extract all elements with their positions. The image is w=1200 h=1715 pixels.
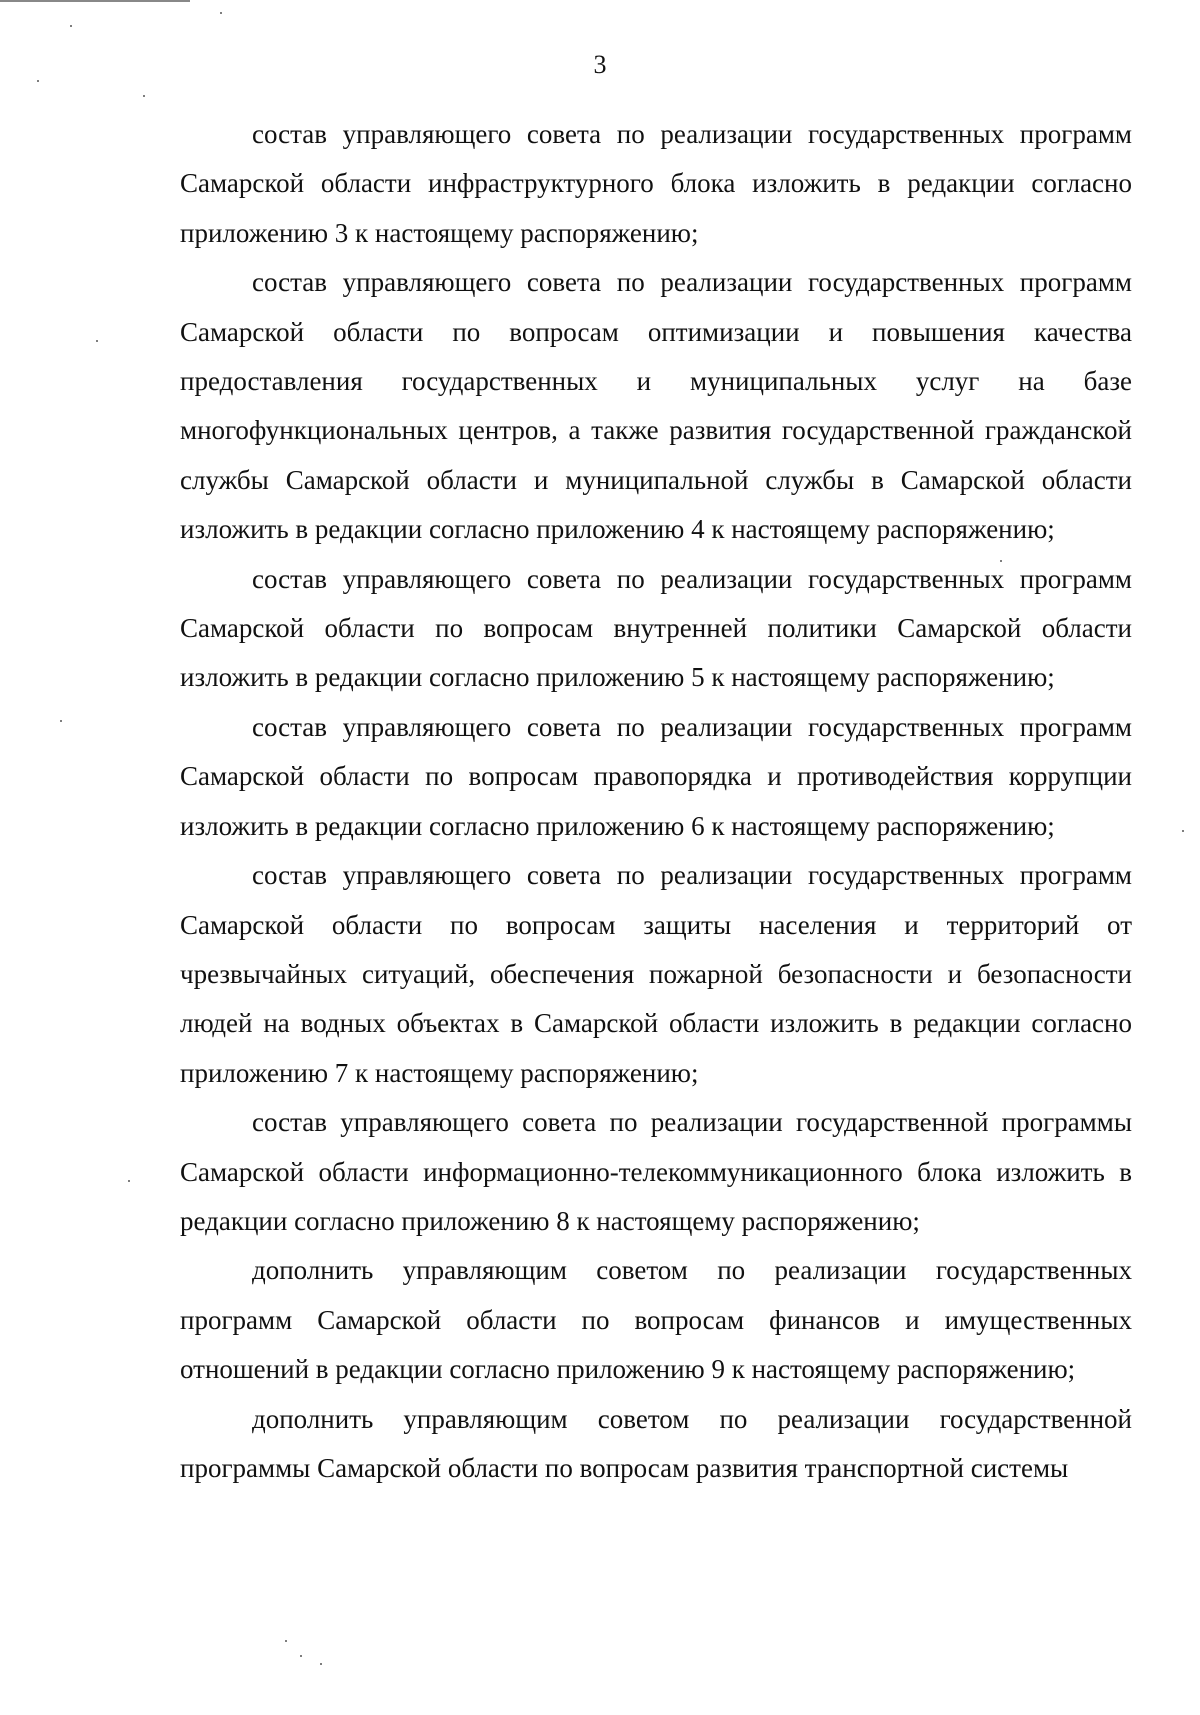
scan-speck xyxy=(1182,830,1184,832)
scan-edge-rule xyxy=(0,0,190,2)
scan-speck xyxy=(1000,560,1002,562)
scan-speck xyxy=(70,25,72,27)
scan-speck xyxy=(96,340,98,342)
paragraph-appendix-4: состав управляющего совета по реализации государственных программ Самарской области по вопросам оптимизации и повышения качества предоставления государственных и муниципальных услуг на базе многофункциональных центров, а также развития государственной гражданской службы Самарской области и муниципальной службы в Самарской области изложить в редакции согласно приложению 4 к настоящему распоряжению; xyxy=(180,267,1132,545)
paragraph-appendix-7: состав управляющего совета по реализации государственных программ Самарской области по вопросам защиты населения и территорий от чрезвычайных ситуаций, обеспечения пожарной безопасности и безопасности людей на водных объектах в Самарской области изложить в редакции согласно приложению 7 к настоящему распоряжению; xyxy=(180,860,1132,1088)
paragraph-appendix-5: состав управляющего совета по реализации государственных программ Самарской области по вопросам внутренней политики Самарской области изложить в редакции согласно приложению 5 к настоящему распоряжению; xyxy=(180,563,1132,693)
paragraph-appendix-8: состав управляющего совета по реализации государственной программы Самарской области информационно-телекоммуникационного блока изложить в редакции согласно приложению 8 к настоящему распоряжению; xyxy=(180,1107,1132,1236)
scan-speck xyxy=(300,1655,302,1657)
paragraph-appendix-3: состав управляющего совета по реализации государственных программ Самарской области инфраструктурного блока изложить в редакции согласно приложению 3 к настоящему распоряжению; xyxy=(180,119,1132,248)
paragraph-appendix-9: дополнить управляющим советом по реализации государственных программ Самарской области по вопросам финансов и имущественных отношений в редакции согласно приложению 9 к настоящему распоряжению; xyxy=(180,1255,1132,1385)
scan-speck xyxy=(143,95,145,97)
scan-speck xyxy=(220,12,222,14)
scan-speck xyxy=(37,80,39,82)
scan-speck xyxy=(128,1180,130,1182)
page-number: 3 xyxy=(593,50,607,79)
scan-speck xyxy=(285,1640,287,1642)
paragraph-appendix-6: состав управляющего совета по реализации государственных программ Самарской области по вопросам правопорядка и противодействия коррупции изложить в редакции согласно приложению 6 к настоящему распоряжению; xyxy=(180,711,1132,841)
paragraph-transport-system: дополнить управляющим советом по реализации государственной программы Самарской области по вопросам развития транспортной системы xyxy=(180,1403,1132,1483)
scan-speck xyxy=(320,1663,322,1665)
document-body xyxy=(180,110,1132,1493)
scan-speck xyxy=(60,720,62,722)
